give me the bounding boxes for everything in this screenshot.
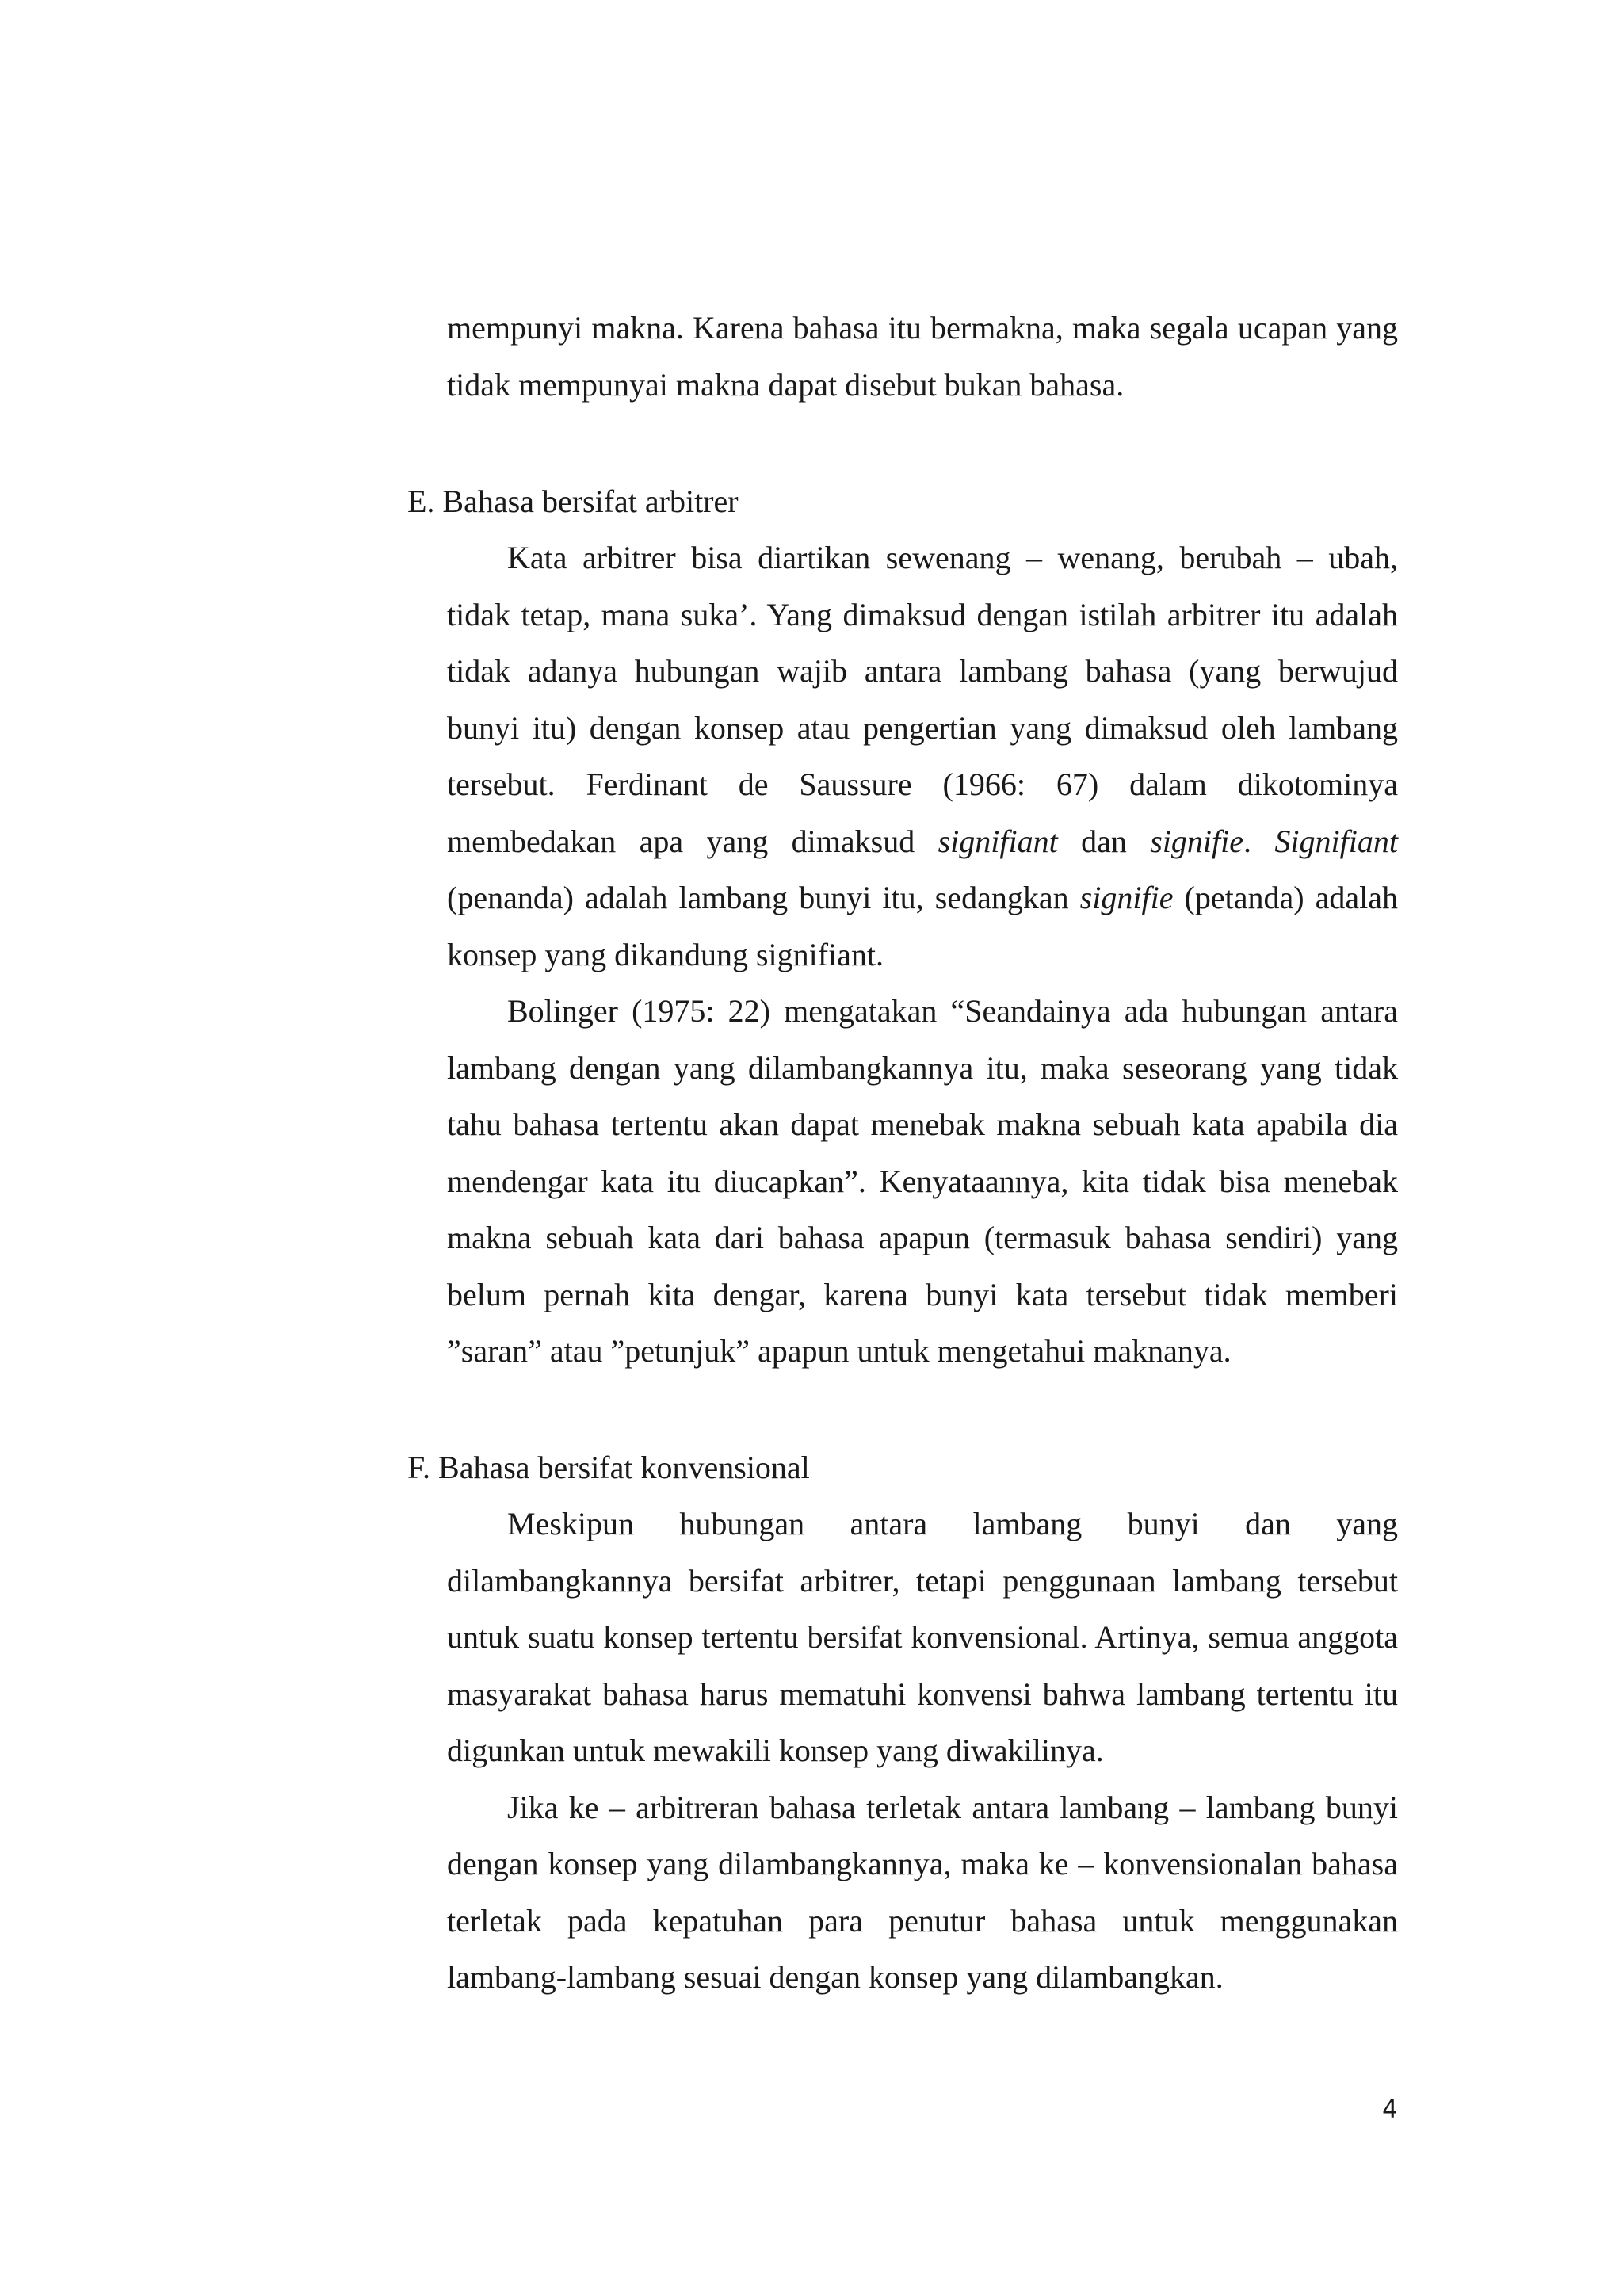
term-signifie: signifie (1150, 823, 1244, 859)
continuation-block (447, 300, 1398, 413)
section-e-heading: E. Bahasa bersifat arbitrer (407, 483, 739, 519)
page-number: 4 (1382, 2095, 1398, 2124)
continuation-paragraph: mempunyi makna. Karena bahasa itu bermakna, maka segala ucapan yang tidak mempunyai makna dapat disebut bukan bahasa. (447, 310, 1398, 403)
term-signifiant-2: Signifiant (1274, 823, 1398, 859)
section-e-paragraph-2: Bolinger (1975: 22) mengatakan “Seandainya ada hubungan antara lambang dengan yang dilambangkannya itu, maka seseorang yang tidak tahu bahasa tertentu akan dapat menebak makna sebuah kata apabila dia mendengar kata itu diucapkan”. Kenyataannya, kita tidak bisa menebak makna sebuah kata dari bahasa apapun (termasuk bahasa sendiri) yang belum pernah kita dengar, karena bunyi kata tersebut tidak memberi ”saran” atau ”petunjuk” apapun untuk mengetahui maknanya. (447, 993, 1398, 1369)
section-f-body (447, 1496, 1398, 2006)
term-signifie-2: signifie (1079, 880, 1174, 915)
section-f-paragraph-2: Jika ke – arbitreran bahasa terletak antara lambang – lambang bunyi dengan konsep yang dilambangkannya, maka ke – konvensionalan bahasa terletak pada kepatuhan para penutur bahasa untuk menggunakan lambang-lambang sesuai dengan konsep yang dilambangkan. (447, 1789, 1398, 1995)
section-e-body (447, 529, 1398, 1380)
section-e-paragraph-1: Kata arbitrer bisa diartikan sewenang – wenang, berubah – ubah, tidak tetap, mana suka’. Yang dimaksud dengan istilah arbitrer itu adalah tidak adanya hubungan wajib antara lambang bahasa (yang berwujud bunyi itu) dengan konsep atau pengertian yang dimaksud oleh lambang tersebut. Ferdinant de Saussure (1966: 67) dalam dikotominya membedakan apa yang dimaksud signifiant dan signifie. Signifiant (penanda) adalah lambang bunyi itu, sedangkan signifie (petanda) adalah konsep yang dikandung signifiant. (447, 540, 1399, 972)
section-f-paragraph-1: Meskipun hubungan antara lambang bunyi dan yang dilambangkannya bersifat arbitrer, tetapi penggunaan lambang tersebut untuk suatu konsep tertentu bersifat konvensional. Artinya, semua anggota masyarakat bahasa harus mematuhi konvensi bahwa lambang tertentu itu digunkan untuk mewakili konsep yang diwakilinya. (447, 1506, 1398, 1768)
section-f-heading: F. Bahasa bersifat konvensional (407, 1450, 810, 1485)
term-signifiant: signifiant (938, 823, 1058, 859)
